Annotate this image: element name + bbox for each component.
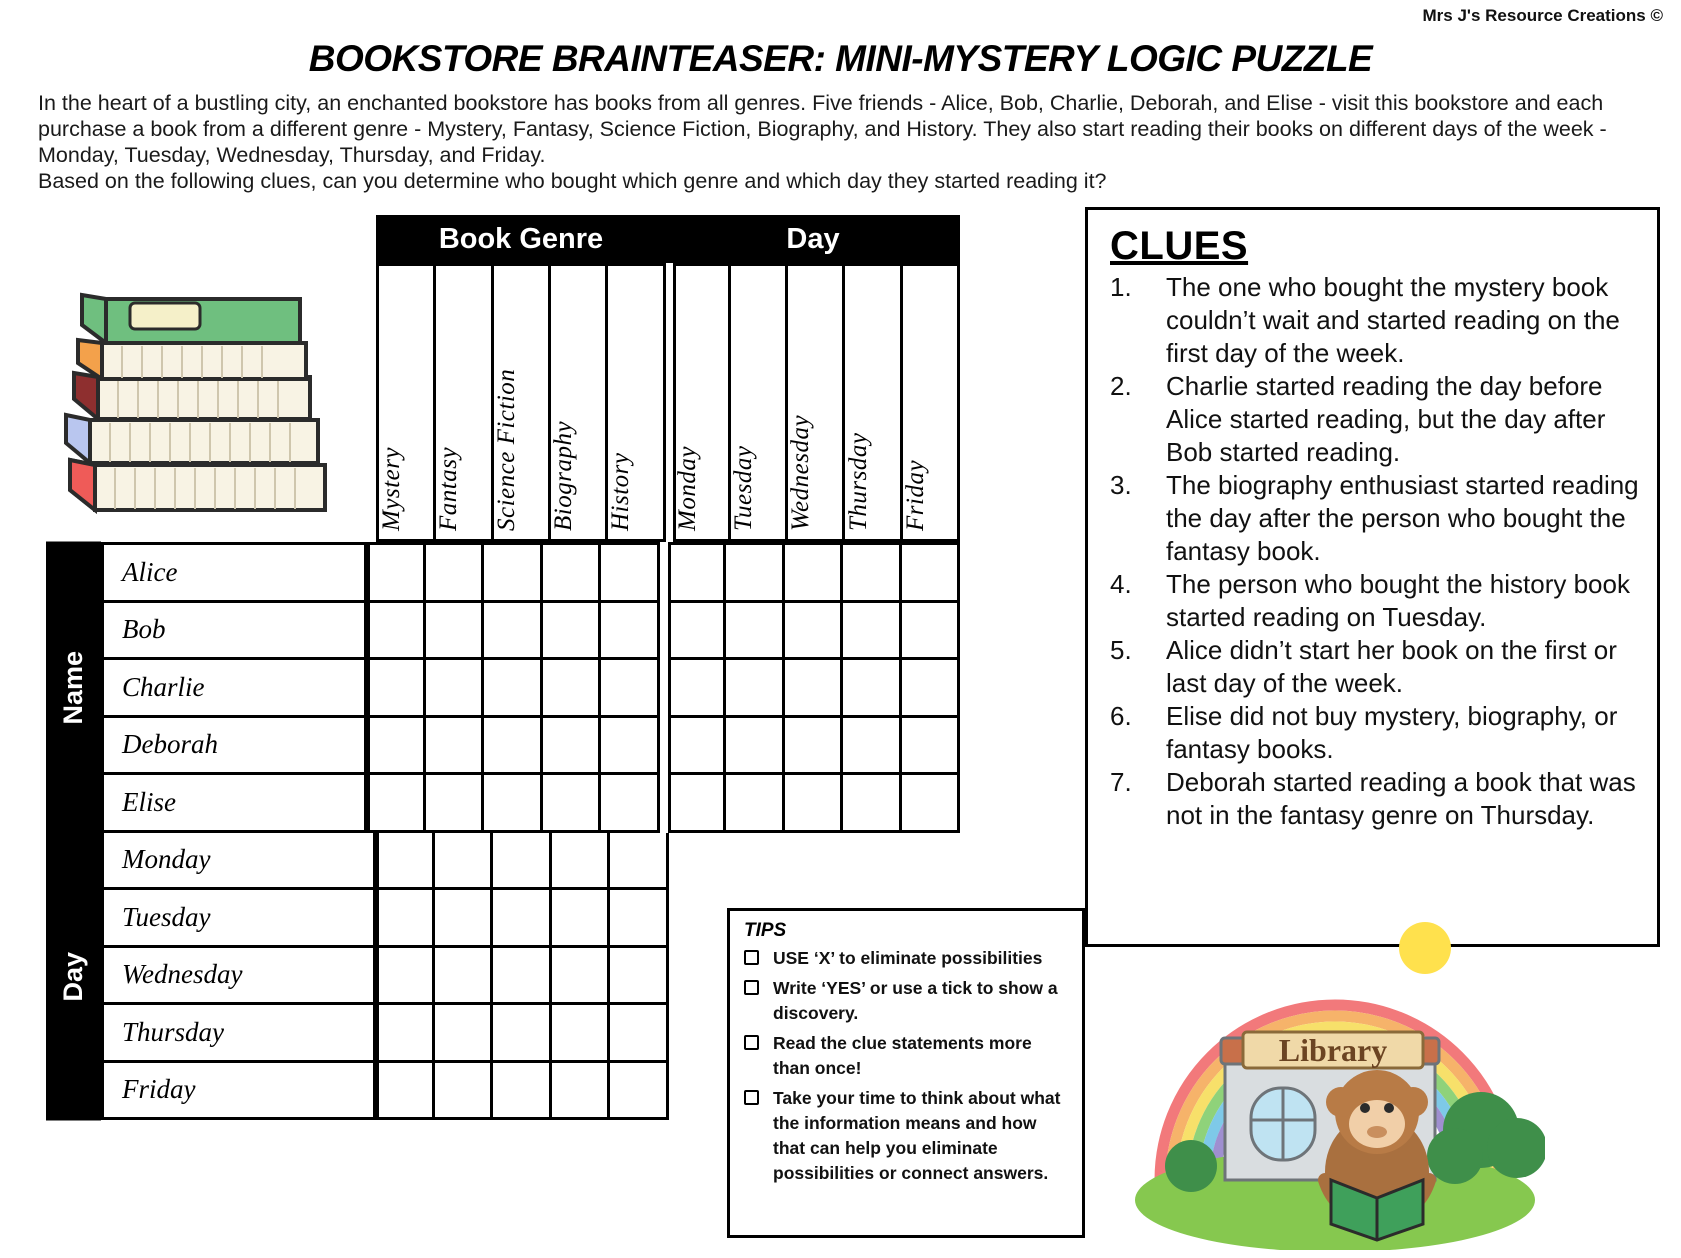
row-label-monday: Monday: [101, 833, 376, 891]
day-cells-col-mystery: [376, 833, 435, 1121]
grid-cell[interactable]: [543, 718, 599, 776]
grid-cell[interactable]: [785, 775, 841, 833]
clue-item-1: [1110, 271, 1639, 370]
grid-cell[interactable]: [671, 603, 724, 661]
clue-text: Elise did not buy mystery, biography, or fantasy books.: [1166, 701, 1618, 764]
grid-cell[interactable]: [610, 948, 666, 1006]
row-label-elise: Elise: [101, 775, 367, 833]
clue-number: 4.: [1110, 569, 1132, 599]
grid-cell[interactable]: [543, 775, 599, 833]
col-header-history: [608, 263, 665, 542]
tip-text: Write ‘YES’ or use a tick to show a discovery.: [773, 978, 1058, 1023]
grid-cell[interactable]: [426, 603, 482, 661]
column-group-separator: [666, 263, 674, 542]
checkbox-icon[interactable]: [744, 1090, 759, 1105]
row-label-friday: Friday: [101, 1063, 376, 1121]
row-label-charlie: Charlie: [101, 660, 367, 718]
grid-cell[interactable]: [552, 948, 608, 1006]
cells-col-mystery: [367, 542, 426, 833]
grid-cell[interactable]: [552, 1005, 608, 1063]
clue-item-2: [1110, 370, 1639, 469]
grid-cell[interactable]: [370, 603, 423, 661]
grid-cell[interactable]: [552, 833, 608, 891]
clue-text: The biography enthusiast started reading the day after the person who bought the fantasy book.: [1166, 470, 1639, 566]
col-header-fantasy: [436, 263, 493, 542]
grid-cell[interactable]: [552, 1063, 608, 1121]
intro-paragraph-1: In the heart of a bustling city, an enchanted bookstore has books from all genres. Five friends - Alice, Bob, Charlie, Deborah, and Elise - visit this bookstore and each purchase a book from a different genre - Mystery, Fantasy, Science Fiction, Biography, and History. They also start reading their books on different days of the week - Monday, Tuesday, Wednesday, Thursday, and Friday.: [38, 91, 1607, 167]
checkbox-icon[interactable]: [744, 1035, 759, 1050]
clue-number: 3.: [1110, 470, 1132, 500]
grid-cell[interactable]: [726, 660, 782, 718]
grid-cell[interactable]: [426, 718, 482, 776]
grid-cell[interactable]: [726, 718, 782, 776]
grid-header-day: Day: [786, 222, 840, 255]
col-label: Fantasy: [435, 446, 463, 531]
grid-cell[interactable]: [435, 890, 491, 948]
clue-text: Deborah started reading a book that was not in the fantasy genre on Thursday.: [1166, 767, 1636, 830]
grid-cell[interactable]: [426, 545, 482, 603]
clue-text: Charlie started reading the day before Alice started reading, but the day after Bob started reading.: [1166, 371, 1606, 467]
col-label: Wednesday: [787, 414, 815, 531]
name-genre-day-cells: [367, 542, 960, 833]
grid-cell[interactable]: [435, 833, 491, 891]
cells-col-history: [601, 542, 660, 833]
col-header-friday: [903, 263, 960, 542]
col-label: Tuesday: [729, 445, 757, 531]
clue-item-3: [1110, 469, 1639, 568]
grid-cell[interactable]: [843, 718, 899, 776]
grid-cell[interactable]: [902, 718, 958, 776]
grid-cell[interactable]: [435, 1005, 491, 1063]
grid-cell[interactable]: [493, 1005, 549, 1063]
col-label: History: [607, 452, 635, 531]
grid-cell[interactable]: [379, 1063, 432, 1121]
grid-cell[interactable]: [426, 775, 482, 833]
grid-band-name: [46, 542, 960, 833]
cells-group-separator: [660, 542, 668, 833]
name-label-column: [101, 542, 367, 833]
tips-heading: TIPS: [744, 920, 787, 941]
grid-cell[interactable]: [785, 603, 841, 661]
library-svg: [1125, 880, 1545, 1250]
grid-cell[interactable]: [902, 775, 958, 833]
grid-column-headers: [376, 263, 960, 542]
col-label: Monday: [674, 446, 702, 531]
grid-cell[interactable]: [601, 603, 657, 661]
col-label: Science Fiction: [492, 368, 520, 531]
grid-cell[interactable]: [902, 545, 958, 603]
grid-cell[interactable]: [601, 545, 657, 603]
day-cells-col-fantasy: [435, 833, 494, 1121]
cells-col-wednesday: [785, 542, 844, 833]
checkbox-icon[interactable]: [744, 980, 759, 995]
day-label-column: [101, 833, 376, 1121]
grid-cell[interactable]: [493, 948, 549, 1006]
grid-cell[interactable]: [484, 718, 540, 776]
clue-text: The one who bought the mystery book couldn’t wait and started reading on the first day of the week.: [1166, 272, 1620, 368]
stack-of-books-illustration: [60, 265, 360, 535]
cells-col-biography: [543, 542, 602, 833]
page-title: BOOKSTORE BRAINTEASER: MINI-MYSTERY LOGIC PUZZLE: [308, 38, 1373, 79]
grid-cell[interactable]: [370, 660, 423, 718]
col-header-tuesday: [731, 263, 788, 542]
clue-number: 7.: [1110, 767, 1132, 797]
clue-number: 6.: [1110, 701, 1132, 731]
grid-cell[interactable]: [843, 775, 899, 833]
clue-text: The person who bought the history book started reading on Tuesday.: [1166, 569, 1630, 632]
grid-cell[interactable]: [435, 1063, 491, 1121]
grid-cell[interactable]: [543, 603, 599, 661]
col-header-mystery: [379, 263, 436, 542]
tip-text: USE ‘X’ to eliminate possibilities: [773, 948, 1043, 968]
grid-cell[interactable]: [379, 1005, 432, 1063]
grid-cell[interactable]: [543, 660, 599, 718]
grid-cell[interactable]: [671, 660, 724, 718]
grid-cell[interactable]: [671, 718, 724, 776]
day-genre-cells: [376, 833, 669, 1121]
clue-item-5: [1110, 634, 1639, 700]
grid-cell[interactable]: [484, 603, 540, 661]
grid-cell[interactable]: [379, 948, 432, 1006]
clue-number: 5.: [1110, 635, 1132, 665]
grid-cell[interactable]: [379, 833, 432, 891]
tip-item-1: [744, 946, 1070, 971]
tip-text: Take your time to think about what the information means and how that can help you eliminate possibilities or connect answers.: [773, 1088, 1061, 1183]
clue-text: Alice didn’t start her book on the first or last day of the week.: [1166, 635, 1617, 698]
grid-header-book-genre: Book Genre: [438, 222, 604, 255]
cells-col-friday: [902, 542, 961, 833]
grid-cell[interactable]: [493, 1063, 549, 1121]
cells-col-monday: [668, 542, 727, 833]
col-label: Friday: [901, 459, 929, 531]
books-svg: [60, 265, 360, 535]
clue-item-6: [1110, 700, 1639, 766]
grid-cell[interactable]: [484, 775, 540, 833]
grid-cell[interactable]: [610, 890, 666, 948]
grid-cell[interactable]: [843, 603, 899, 661]
cells-col-thursday: [843, 542, 902, 833]
tip-item-2: [744, 976, 1070, 1026]
grid-cell[interactable]: [426, 660, 482, 718]
col-label: Thursday: [844, 432, 872, 531]
col-header-monday: [673, 263, 730, 542]
intro-paragraph-2: Based on the following clues, can you determine who bought which genre and which day they started reading it?: [38, 169, 1107, 193]
grid-cell[interactable]: [671, 775, 724, 833]
intro-text: [38, 90, 1658, 194]
clue-number: 1.: [1110, 272, 1132, 302]
tip-item-4: [744, 1086, 1070, 1186]
grid-cell[interactable]: [726, 545, 782, 603]
grid-cell[interactable]: [785, 718, 841, 776]
grid-cell[interactable]: [726, 775, 782, 833]
row-label-tuesday: Tuesday: [101, 890, 376, 948]
cells-col-tuesday: [726, 542, 785, 833]
col-label: Biography: [550, 420, 578, 531]
row-label-deborah: Deborah: [101, 718, 367, 776]
grid-cell[interactable]: [493, 890, 549, 948]
grid-cell[interactable]: [902, 603, 958, 661]
grid-cell[interactable]: [601, 718, 657, 776]
grid-cell[interactable]: [610, 1063, 666, 1121]
col-header-science-fiction: [494, 263, 551, 542]
day-cells-col-science-fiction: [493, 833, 552, 1121]
col-header-thursday: [845, 263, 902, 542]
grid-cell[interactable]: [785, 660, 841, 718]
col-header-biography: [551, 263, 608, 542]
grid-cell[interactable]: [601, 660, 657, 718]
row-label-thursday: Thursday: [101, 1005, 376, 1063]
grid-cell[interactable]: [379, 890, 432, 948]
grid-cell[interactable]: [370, 775, 423, 833]
tip-text: Read the clue statements more than once!: [773, 1033, 1032, 1078]
grid-cell[interactable]: [552, 890, 608, 948]
clue-number: 2.: [1110, 371, 1132, 401]
row-group-label-day: Day: [46, 833, 101, 1121]
grid-cell[interactable]: [726, 603, 782, 661]
tip-item-3: [744, 1031, 1070, 1081]
grid-cell[interactable]: [601, 775, 657, 833]
grid-cell[interactable]: [785, 545, 841, 603]
clue-item-4: [1110, 568, 1639, 634]
grid-cell[interactable]: [370, 545, 423, 603]
clues-heading: CLUES: [1110, 224, 1249, 268]
grid-cell[interactable]: [484, 545, 540, 603]
grid-cell[interactable]: [610, 1005, 666, 1063]
clues-panel: [1085, 207, 1660, 947]
col-header-wednesday: [788, 263, 845, 542]
day-cells-col-history: [610, 833, 669, 1121]
row-label-wednesday: Wednesday: [101, 948, 376, 1006]
row-group-label-name: Name: [46, 542, 101, 833]
tips-panel: [727, 908, 1085, 1238]
checkbox-icon[interactable]: [744, 950, 759, 965]
library-illustration: [1125, 880, 1545, 1250]
grid-cell[interactable]: [484, 660, 540, 718]
grid-cell[interactable]: [370, 718, 423, 776]
cells-col-fantasy: [426, 542, 485, 833]
col-label: Mystery: [378, 446, 406, 531]
grid-header-band: [376, 215, 960, 263]
grid-cell[interactable]: [902, 660, 958, 718]
clue-item-7: [1110, 766, 1639, 832]
grid-cell[interactable]: [671, 545, 724, 603]
row-label-bob: Bob: [101, 603, 367, 661]
grid-cell[interactable]: [543, 545, 599, 603]
grid-cell[interactable]: [493, 833, 549, 891]
library-sign-text: Library: [1278, 1032, 1388, 1068]
day-cells-col-biography: [552, 833, 611, 1121]
cells-col-science-fiction: [484, 542, 543, 833]
row-label-alice: Alice: [101, 545, 367, 603]
grid-cell[interactable]: [610, 833, 666, 891]
copyright-notice: Mrs J's Resource Creations ©: [1422, 6, 1663, 25]
grid-cell[interactable]: [843, 660, 899, 718]
grid-cell[interactable]: [843, 545, 899, 603]
grid-cell[interactable]: [435, 948, 491, 1006]
